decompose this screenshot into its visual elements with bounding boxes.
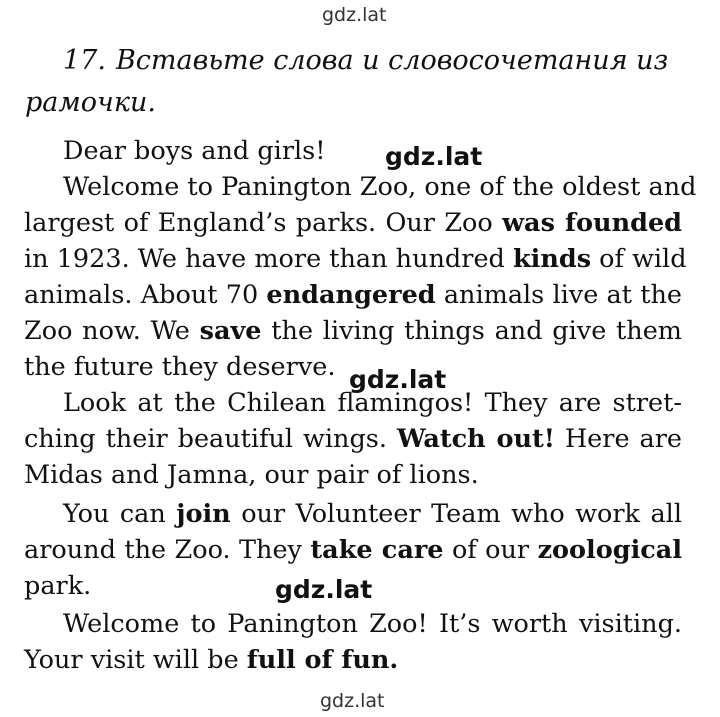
text-span: You can <box>63 499 177 529</box>
para2-line1: Look at the Chilean flamingos! They are stret- <box>63 388 682 418</box>
task-number: 17. <box>63 45 106 76</box>
text-span: animals live at the <box>435 280 682 310</box>
watermark-bottom: gdz.lat <box>320 690 385 712</box>
watermark-inline-1: gdz.lat <box>385 142 483 171</box>
task-instruction <box>25 40 688 124</box>
text-span: largest of England’s parks. Our Zoo <box>24 208 503 238</box>
keyword-zoological: zoological <box>537 535 683 565</box>
keyword-kinds: kinds <box>512 244 592 274</box>
greeting: Dear boys and girls! <box>63 136 326 166</box>
para1-line2 <box>24 208 682 238</box>
keyword-endangered: endangered <box>266 280 436 310</box>
text-span: in 1923. We have more than hundred <box>24 244 513 274</box>
keyword-join: join <box>176 499 231 529</box>
para1-line1: Welcome to Panington Zoo, one of the oldest and <box>63 172 697 202</box>
text-span: Here are <box>554 424 682 454</box>
keyword-take-care: take care <box>310 535 444 565</box>
text-span: our Volunteer Team who work all <box>230 499 682 529</box>
para1-line4 <box>24 280 682 310</box>
text-span: ching their beautiful wings. <box>24 424 397 454</box>
para3-line2 <box>24 535 682 565</box>
watermark-top: gdz.lat <box>322 4 387 26</box>
watermark-inline-3: gdz.lat <box>275 575 373 604</box>
para2-line3: Midas and Jamna, our pair of lions. <box>24 460 479 490</box>
keyword-save: save <box>199 316 262 346</box>
para1-line6: the future they deserve. <box>24 352 336 382</box>
para3-line3: park. <box>24 571 92 601</box>
keyword-full-of-fun: full of fun. <box>246 645 399 675</box>
keyword-was-founded: was founded <box>502 208 682 238</box>
task-text-line2: рамочки. <box>25 87 156 118</box>
para2-line2 <box>24 424 682 454</box>
para3-line1 <box>63 499 682 529</box>
task-text-line1: Вставьте слова и словосочетания из <box>115 45 669 76</box>
para4-line2 <box>24 645 398 675</box>
para1-line5 <box>24 316 682 346</box>
text-span: of wild <box>591 244 687 274</box>
watermark-inline-2: gdz.lat <box>349 365 447 394</box>
para4-line1: Welcome to Panington Zoo! It’s worth visiting. <box>63 609 682 639</box>
para1-line3 <box>24 244 687 274</box>
text-span: animals. About 70 <box>24 280 267 310</box>
text-span: of our <box>443 535 538 565</box>
keyword-watch-out: Watch out! <box>396 424 555 454</box>
text-span: Zoo now. We <box>24 316 200 346</box>
text-span: the living things and give them <box>261 316 682 346</box>
text-span: around the Zoo. They <box>24 535 311 565</box>
text-span: Your visit will be <box>24 645 247 675</box>
